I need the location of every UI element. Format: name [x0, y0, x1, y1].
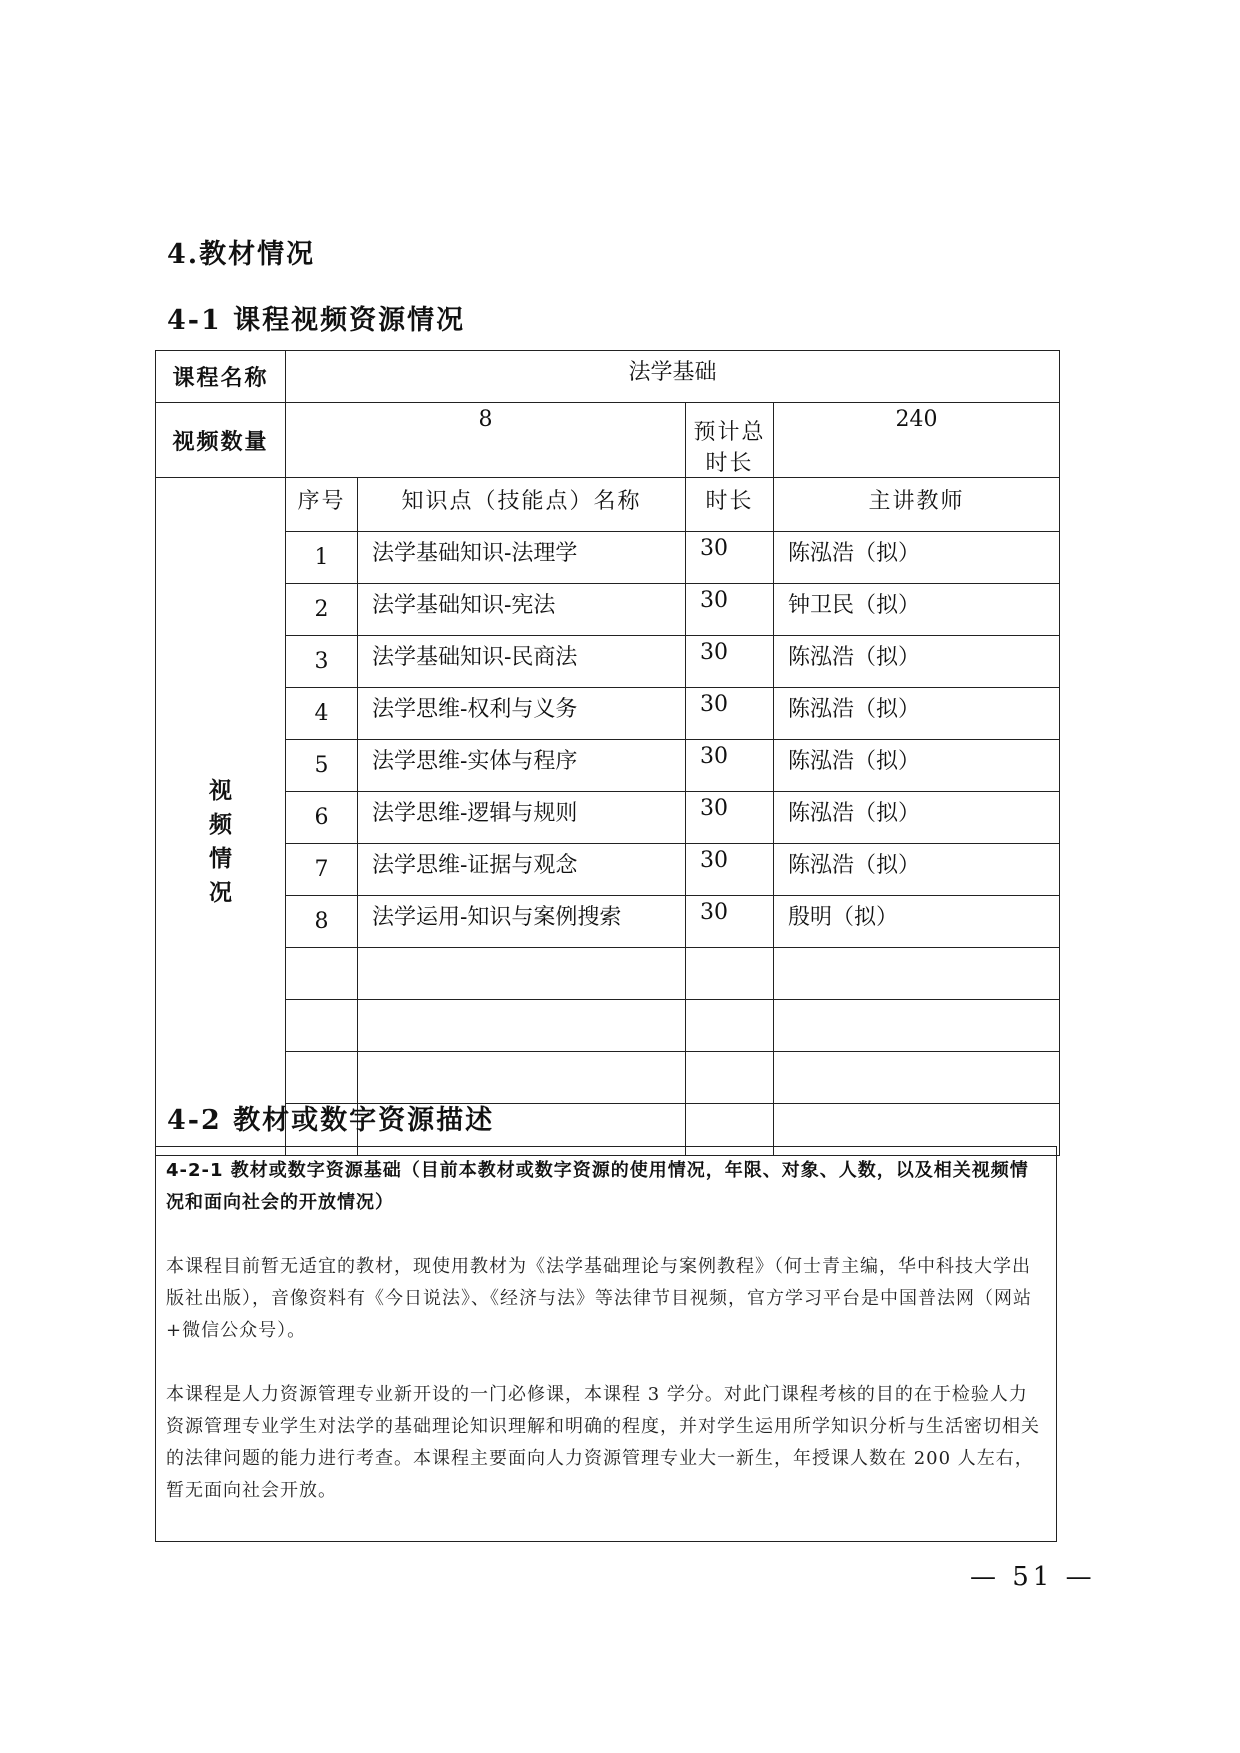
- row-duration: 30: [686, 792, 774, 844]
- row-number: 1: [286, 532, 358, 584]
- section-heading-4: 4.教材情况: [167, 239, 316, 270]
- table-row: [156, 1000, 1060, 1052]
- row-topic-name: [358, 1000, 686, 1052]
- section-heading-4-1: 4-1 课程视频资源情况: [167, 305, 466, 336]
- table-row: [156, 532, 1060, 584]
- table-row: [156, 584, 1060, 636]
- table-row: [156, 1052, 1060, 1104]
- row-teacher: 陈泓浩（拟）: [774, 740, 1060, 792]
- row-teacher: 钟卫民（拟）: [774, 584, 1060, 636]
- row-topic-name: 法学思维-权利与义务: [358, 688, 686, 740]
- row-teacher: 陈泓浩（拟）: [774, 688, 1060, 740]
- row-topic-name: 法学思维-证据与观念: [358, 844, 686, 896]
- row-topic-name: [358, 1052, 686, 1104]
- col-header-duration: 时长: [686, 478, 774, 532]
- row-topic-name: 法学基础知识-法理学: [358, 532, 686, 584]
- row-teacher: [774, 948, 1060, 1000]
- row-topic-name: 法学基础知识-民商法: [358, 636, 686, 688]
- resource-description-paragraph-2: 本课程是人力资源管理专业新开设的一门必修课，本课程 3 学分。对此门课程考核的目的在于检验人力资源管理专业学生对法学的基础理论知识理解和明确的程度，并对学生运用所学知识分析与生活密切相关的法律问题的能力进行考查。本课程主要面向人力资源管理专业大一新生，年授课人数在 200 人左右，暂无面向社会开放。: [166, 1384, 1040, 1501]
- video-header-row: [156, 478, 1060, 532]
- resource-description-paragraph-1: 本课程目前暂无适宜的教材，现使用教材为《法学基础理论与案例教程》（何士青主编，华中科技大学出版社出版），音像资料有《今日说法》、《经济与法》等法律节目视频，官方学习平台是中国普法网（网站+微信公众号）。: [166, 1256, 1032, 1341]
- total-duration-label: 预计总时长: [686, 403, 774, 478]
- row-duration: 30: [686, 896, 774, 948]
- table-row: [156, 896, 1060, 948]
- row-number: 3: [286, 636, 358, 688]
- video-resource-table: [155, 350, 1060, 1156]
- row-number: 6: [286, 792, 358, 844]
- row-topic-name: 法学思维-实体与程序: [358, 740, 686, 792]
- table-row: [156, 792, 1060, 844]
- video-count-row: [156, 403, 1060, 478]
- video-count-label: 视频数量: [156, 403, 286, 478]
- row-number: [286, 1052, 358, 1104]
- row-duration: 30: [686, 636, 774, 688]
- col-header-no: 序号: [286, 478, 358, 532]
- video-side-label: 视频情况: [156, 478, 286, 1156]
- col-header-teacher: 主讲教师: [774, 478, 1060, 532]
- row-teacher: 陈泓浩（拟）: [774, 636, 1060, 688]
- col-header-name: 知识点（技能点）名称: [358, 478, 686, 532]
- row-duration: [686, 1052, 774, 1104]
- row-topic-name: [358, 948, 686, 1000]
- row-number: 2: [286, 584, 358, 636]
- row-teacher: [774, 1000, 1060, 1052]
- course-name-row: [156, 351, 1060, 403]
- row-number: 8: [286, 896, 358, 948]
- table-row: [156, 688, 1060, 740]
- row-teacher: 陈泓浩（拟）: [774, 792, 1060, 844]
- row-topic-name: 法学思维-逻辑与规则: [358, 792, 686, 844]
- row-number: [286, 1000, 358, 1052]
- row-duration: 30: [686, 844, 774, 896]
- section-heading-4-2: 4-2 教材或数字资源描述: [167, 1105, 495, 1136]
- resource-description-subtitle: 4-2-1 教材或数字资源基础（目前本教材或数字资源的使用情况，年限、对象、人数，以及相关视频情况和面向社会的开放情况）: [166, 1160, 1029, 1213]
- course-name-value: 法学基础: [286, 351, 1060, 403]
- row-number: 4: [286, 688, 358, 740]
- row-teacher: 殷明（拟）: [774, 896, 1060, 948]
- row-teacher: [774, 1052, 1060, 1104]
- table-row: [156, 740, 1060, 792]
- row-duration: 30: [686, 740, 774, 792]
- row-number: 7: [286, 844, 358, 896]
- row-number: 5: [286, 740, 358, 792]
- row-duration: [686, 1000, 774, 1052]
- table-row: [156, 844, 1060, 896]
- row-duration: 30: [686, 688, 774, 740]
- row-duration: 30: [686, 584, 774, 636]
- table-row: [156, 636, 1060, 688]
- page-number: — 51 —: [970, 1562, 1096, 1592]
- resource-description-box: [155, 1146, 1057, 1542]
- row-topic-name: 法学运用-知识与案例搜索: [358, 896, 686, 948]
- total-duration-value: 240: [774, 403, 1060, 478]
- course-name-label: 课程名称: [156, 351, 286, 403]
- row-topic-name: 法学基础知识-宪法: [358, 584, 686, 636]
- row-duration: [686, 948, 774, 1000]
- row-teacher: 陈泓浩（拟）: [774, 844, 1060, 896]
- row-duration: 30: [686, 532, 774, 584]
- table-row: [156, 948, 1060, 1000]
- row-number: [286, 948, 358, 1000]
- video-count-value: 8: [286, 403, 686, 478]
- row-teacher: 陈泓浩（拟）: [774, 532, 1060, 584]
